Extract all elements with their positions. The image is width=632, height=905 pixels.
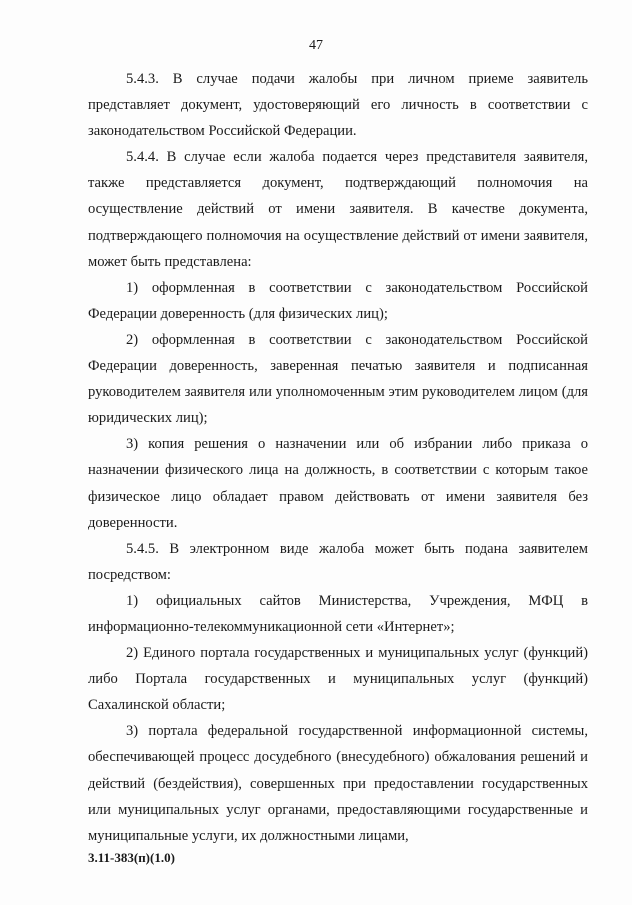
list-item-2-legal-entities: 2) оформленная в соответствии с законодательством Российской Федерации доверенность, заверенная печатью заявителя и подписанная руководителем заявителя или уполномоченным этим руководителем лицом (для юридических лиц);	[88, 331, 588, 427]
list-item-3-appointment-copy: 3) копия решения о назначении или об избрании либо приказа о назначении физического лица на должность, в соответствии с которым такое физическое лицо обладает правом действовать от имени заявителя без доверенности.	[88, 436, 588, 531]
paragraph-5-4-4: 5.4.4. В случае если жалоба подается через представителя заявителя, также представляется документ, подтверждающий полномочия на осуществление действий от имени заявителя. В качестве документа, подтверждающего полномочия на осуществление действий от имени заявителя, может быть представлена:	[88, 149, 588, 270]
page-number: 47	[309, 38, 323, 53]
paragraph-5-4-5: 5.4.5. В электронном виде жалоба может быть подана заявителем посредством:	[88, 540, 588, 583]
list-item-2-unified-portal: 2) Единого портала государственных и муниципальных услуг (функций) либо Портала государственных и муниципальных услуг (функций) Сахалинской области;	[88, 645, 588, 714]
list-item-1-official-sites: 1) официальных сайтов Министерства, Учреждения, МФЦ в информационно-телекоммуникационной сети «Интернет»;	[88, 592, 588, 635]
document-body	[88, 66, 588, 849]
list-item-1-individuals: 1) оформленная в соответствии с законодательством Российской Федерации доверенность (для физических лиц);	[88, 279, 588, 322]
document-code: 3.11-383(п)(1.0)	[88, 850, 175, 865]
paragraph-5-4-3: 5.4.3. В случае подачи жалобы при личном приеме заявитель представляет документ, удостоверяющий его личность в соответствии с законодательством Российской Федерации.	[88, 71, 588, 140]
list-item-3-federal-portal: 3) портала федеральной государственной информационной системы, обеспечивающей процесс досудебного (внесудебного) обжалования решений и действий (бездействия), совершенных при предоставлении государственных или муниципальных услуг органами, предоставляющими государственные и муниципальные услуги, их должностными лицами,	[88, 723, 588, 844]
